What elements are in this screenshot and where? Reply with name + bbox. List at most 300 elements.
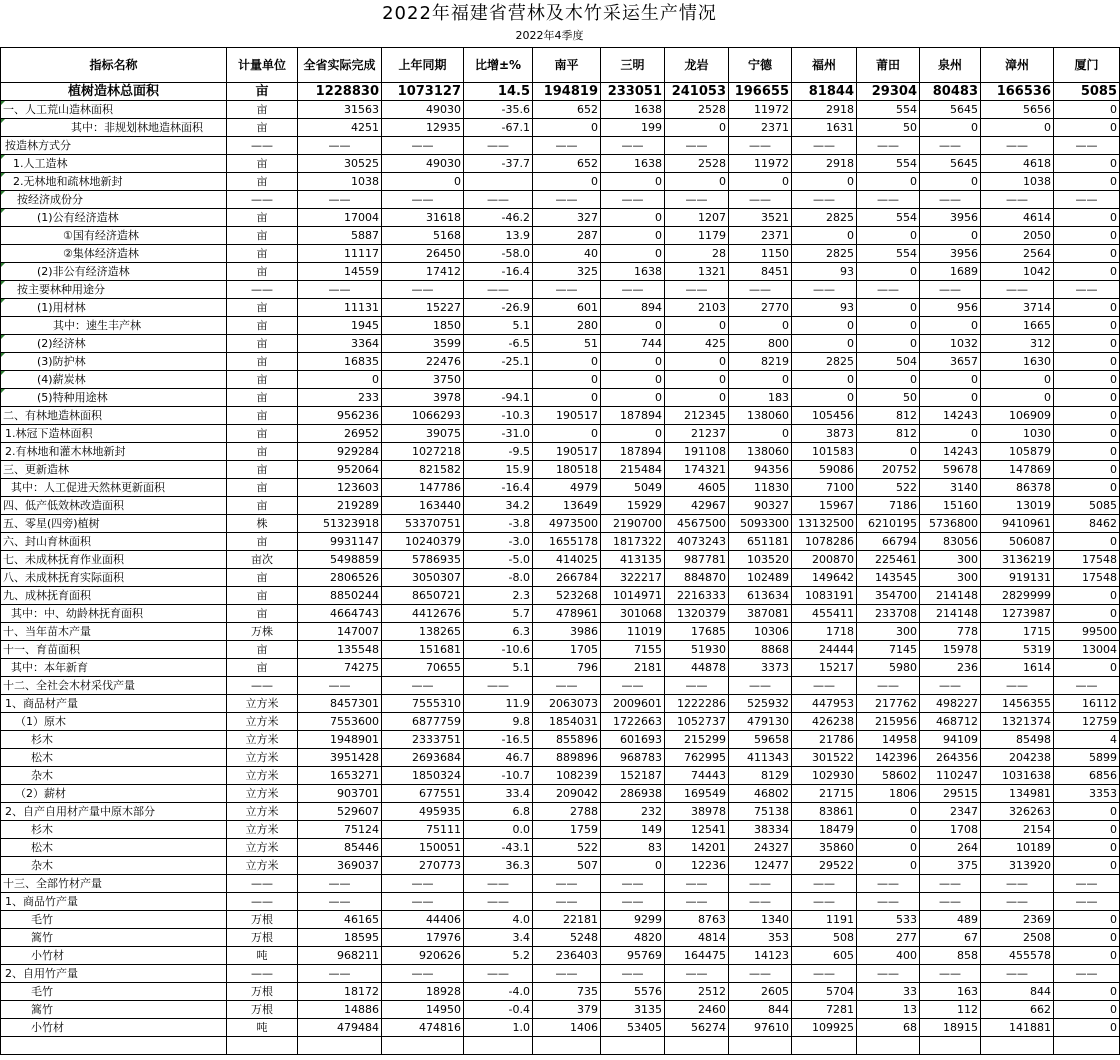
row-label[interactable] <box>1 425 227 443</box>
value-cell[interactable]: 613634 <box>729 587 792 605</box>
value-cell[interactable]: 2009601 <box>601 695 665 713</box>
value-cell[interactable]: —— <box>601 965 665 983</box>
value-cell[interactable]: 5786935 <box>382 551 464 569</box>
value-cell[interactable]: 903701 <box>298 785 382 803</box>
unit-cell[interactable]: 万株 <box>227 623 298 641</box>
value-cell[interactable]: 2788 <box>533 803 601 821</box>
value-cell[interactable]: 3956 <box>920 209 981 227</box>
value-cell[interactable]: 34.2 <box>464 497 533 515</box>
value-cell[interactable]: 5085 <box>1054 497 1120 515</box>
row-label[interactable] <box>1 1019 227 1037</box>
unit-cell[interactable]: 亩 <box>227 209 298 227</box>
value-cell[interactable]: 12541 <box>665 821 729 839</box>
unit-cell[interactable]: 亩 <box>227 173 298 191</box>
value-cell[interactable]: —— <box>533 191 601 209</box>
value-cell[interactable]: 50 <box>857 119 920 137</box>
value-cell[interactable]: 5980 <box>857 659 920 677</box>
column-header[interactable]: 比增±% <box>464 48 533 83</box>
value-cell[interactable]: 1340 <box>729 911 792 929</box>
value-cell[interactable]: 3373 <box>729 659 792 677</box>
value-cell[interactable]: 1191 <box>792 911 857 929</box>
value-cell[interactable]: 0 <box>792 317 857 335</box>
value-cell[interactable]: —— <box>533 137 601 155</box>
value-cell[interactable]: 7553600 <box>298 713 382 731</box>
value-cell[interactable]: -46.2 <box>464 209 533 227</box>
value-cell[interactable]: 5645 <box>920 155 981 173</box>
value-cell[interactable]: —— <box>464 191 533 209</box>
row-label[interactable] <box>1 389 227 407</box>
value-cell[interactable]: 601 <box>533 299 601 317</box>
value-cell[interactable]: 523268 <box>533 587 601 605</box>
unit-cell[interactable]: —— <box>227 875 298 893</box>
value-cell[interactable]: -0.4 <box>464 1001 533 1019</box>
value-cell[interactable]: 287 <box>533 227 601 245</box>
row-label[interactable] <box>1 173 227 191</box>
value-cell[interactable]: 14243 <box>920 407 981 425</box>
unit-cell[interactable]: 亩 <box>227 299 298 317</box>
value-cell[interactable]: —— <box>665 281 729 299</box>
row-label[interactable] <box>1 947 227 965</box>
row-label[interactable] <box>1 893 227 911</box>
value-cell[interactable]: 0 <box>1054 659 1120 677</box>
value-cell[interactable]: 1705 <box>533 641 601 659</box>
value-cell[interactable]: 59086 <box>792 461 857 479</box>
value-cell[interactable]: —— <box>792 893 857 911</box>
value-cell[interactable]: 447953 <box>792 695 857 713</box>
value-cell[interactable]: 5899 <box>1054 749 1120 767</box>
value-cell[interactable]: 15160 <box>920 497 981 515</box>
row-label[interactable] <box>1 857 227 875</box>
value-cell[interactable]: 75124 <box>298 821 382 839</box>
value-cell[interactable]: 20752 <box>857 461 920 479</box>
value-cell[interactable]: 102489 <box>729 569 792 587</box>
value-cell[interactable]: 194819 <box>533 83 601 101</box>
row-label[interactable] <box>1 83 227 101</box>
value-cell[interactable]: 508 <box>792 929 857 947</box>
value-cell[interactable]: 1665 <box>981 317 1054 335</box>
value-cell[interactable]: 51323918 <box>298 515 382 533</box>
value-cell[interactable]: 33 <box>857 983 920 1001</box>
value-cell[interactable]: 375 <box>920 857 981 875</box>
value-cell[interactable]: 17685 <box>665 623 729 641</box>
value-cell[interactable]: -4.0 <box>464 983 533 1001</box>
value-cell[interactable]: 0 <box>920 425 981 443</box>
value-cell[interactable]: 301068 <box>601 605 665 623</box>
value-cell[interactable]: —— <box>464 281 533 299</box>
value-cell[interactable]: 9931147 <box>298 533 382 551</box>
value-cell[interactable]: 0 <box>1054 173 1120 191</box>
value-cell[interactable]: 0 <box>601 209 665 227</box>
unit-cell[interactable]: 亩 <box>227 425 298 443</box>
value-cell[interactable] <box>464 173 533 191</box>
unit-cell[interactable]: 亩 <box>227 641 298 659</box>
value-cell[interactable]: 1655178 <box>533 533 601 551</box>
value-cell[interactable]: 0 <box>533 173 601 191</box>
value-cell[interactable]: -16.4 <box>464 479 533 497</box>
unit-cell[interactable]: 立方米 <box>227 803 298 821</box>
value-cell[interactable]: 1179 <box>665 227 729 245</box>
value-cell[interactable]: 94356 <box>729 461 792 479</box>
value-cell[interactable]: 554 <box>857 245 920 263</box>
value-cell[interactable]: 3951428 <box>298 749 382 767</box>
value-cell[interactable]: 2825 <box>792 245 857 263</box>
unit-cell[interactable]: 亩 <box>227 533 298 551</box>
unit-cell[interactable]: 亩 <box>227 407 298 425</box>
row-label[interactable] <box>1 713 227 731</box>
value-cell[interactable]: 80483 <box>920 83 981 101</box>
value-cell[interactable]: 844 <box>729 1001 792 1019</box>
value-cell[interactable]: 529607 <box>298 803 382 821</box>
value-cell[interactable]: —— <box>920 875 981 893</box>
value-cell[interactable]: 0 <box>298 371 382 389</box>
value-cell[interactable]: 533 <box>857 911 920 929</box>
value-cell[interactable]: —— <box>729 893 792 911</box>
value-cell[interactable]: 0 <box>1054 803 1120 821</box>
value-cell[interactable]: 2460 <box>665 1001 729 1019</box>
value-cell[interactable]: 14123 <box>729 947 792 965</box>
value-cell[interactable]: 0 <box>1054 947 1120 965</box>
unit-cell[interactable]: 吨 <box>227 947 298 965</box>
value-cell[interactable]: —— <box>792 875 857 893</box>
value-cell[interactable]: 474816 <box>382 1019 464 1037</box>
unit-cell[interactable]: 立方米 <box>227 767 298 785</box>
unit-cell[interactable]: 亩 <box>227 101 298 119</box>
value-cell[interactable]: 7555310 <box>382 695 464 713</box>
value-cell[interactable]: —— <box>857 281 920 299</box>
unit-cell[interactable]: 万根 <box>227 1001 298 1019</box>
unit-cell[interactable]: 亩 <box>227 659 298 677</box>
value-cell[interactable]: 0 <box>1054 1019 1120 1037</box>
value-cell[interactable]: 0 <box>1054 299 1120 317</box>
value-cell[interactable]: —— <box>298 875 382 893</box>
value-cell[interactable]: —— <box>920 281 981 299</box>
row-label[interactable] <box>1 515 227 533</box>
unit-cell[interactable]: 亩 <box>227 587 298 605</box>
value-cell[interactable]: —— <box>464 893 533 911</box>
value-cell[interactable]: —— <box>382 875 464 893</box>
value-cell[interactable]: —— <box>920 893 981 911</box>
value-cell[interactable]: 21715 <box>792 785 857 803</box>
value-cell[interactable]: 507 <box>533 857 601 875</box>
value-cell[interactable]: 662 <box>981 1001 1054 1019</box>
value-cell[interactable]: 411343 <box>729 749 792 767</box>
value-cell[interactable]: —— <box>464 677 533 695</box>
value-cell[interactable]: 5049 <box>601 479 665 497</box>
value-cell[interactable]: 270773 <box>382 857 464 875</box>
value-cell[interactable]: 8129 <box>729 767 792 785</box>
value-cell[interactable]: 2181 <box>601 659 665 677</box>
value-cell[interactable]: 22476 <box>382 353 464 371</box>
value-cell[interactable]: 3521 <box>729 209 792 227</box>
value-cell[interactable]: 322217 <box>601 569 665 587</box>
unit-cell[interactable]: 亩 <box>227 479 298 497</box>
value-cell[interactable]: —— <box>601 893 665 911</box>
value-cell[interactable]: 0 <box>1054 263 1120 281</box>
row-label[interactable] <box>1 155 227 173</box>
empty-cell[interactable] <box>981 1037 1054 1055</box>
value-cell[interactable]: 44406 <box>382 911 464 929</box>
value-cell[interactable]: —— <box>298 893 382 911</box>
row-label[interactable] <box>1 119 227 137</box>
value-cell[interactable]: 13004 <box>1054 641 1120 659</box>
value-cell[interactable]: 300 <box>857 623 920 641</box>
value-cell[interactable]: 209042 <box>533 785 601 803</box>
value-cell[interactable]: 2333751 <box>382 731 464 749</box>
value-cell[interactable]: 4605 <box>665 479 729 497</box>
value-cell[interactable]: —— <box>981 965 1054 983</box>
value-cell[interactable]: 0 <box>665 317 729 335</box>
value-cell[interactable]: —— <box>464 965 533 983</box>
value-cell[interactable]: —— <box>981 191 1054 209</box>
value-cell[interactable]: 83861 <box>792 803 857 821</box>
value-cell[interactable]: 24327 <box>729 839 792 857</box>
value-cell[interactable]: 929284 <box>298 443 382 461</box>
value-cell[interactable]: 163440 <box>382 497 464 515</box>
value-cell[interactable]: 0 <box>1054 605 1120 623</box>
value-cell[interactable]: 152187 <box>601 767 665 785</box>
value-cell[interactable]: 110247 <box>920 767 981 785</box>
column-header[interactable]: 全省实际完成 <box>298 48 382 83</box>
row-label[interactable] <box>1 209 227 227</box>
value-cell[interactable]: —— <box>533 875 601 893</box>
value-cell[interactable]: 5319 <box>981 641 1054 659</box>
value-cell[interactable]: 525932 <box>729 695 792 713</box>
row-label[interactable] <box>1 443 227 461</box>
value-cell[interactable]: 3956 <box>920 245 981 263</box>
row-label[interactable] <box>1 983 227 1001</box>
value-cell[interactable]: -43.1 <box>464 839 533 857</box>
value-cell[interactable]: 0 <box>601 371 665 389</box>
value-cell[interactable]: 6.3 <box>464 623 533 641</box>
value-cell[interactable]: 56274 <box>665 1019 729 1037</box>
value-cell[interactable]: 24444 <box>792 641 857 659</box>
value-cell[interactable]: 0 <box>857 263 920 281</box>
value-cell[interactable]: —— <box>601 875 665 893</box>
value-cell[interactable]: 884870 <box>665 569 729 587</box>
value-cell[interactable]: 0 <box>729 371 792 389</box>
value-cell[interactable]: -26.9 <box>464 299 533 317</box>
value-cell[interactable]: 22181 <box>533 911 601 929</box>
value-cell[interactable]: 51930 <box>665 641 729 659</box>
value-cell[interactable]: -16.5 <box>464 731 533 749</box>
value-cell[interactable]: 479484 <box>298 1019 382 1037</box>
value-cell[interactable]: 0 <box>981 371 1054 389</box>
row-label[interactable] <box>1 317 227 335</box>
value-cell[interactable]: 264 <box>920 839 981 857</box>
value-cell[interactable]: —— <box>920 965 981 983</box>
unit-cell[interactable]: 亩 <box>227 353 298 371</box>
value-cell[interactable]: 35860 <box>792 839 857 857</box>
value-cell[interactable]: 18595 <box>298 929 382 947</box>
value-cell[interactable]: 0 <box>1054 857 1120 875</box>
unit-cell[interactable]: 万根 <box>227 911 298 929</box>
value-cell[interactable]: 46165 <box>298 911 382 929</box>
value-cell[interactable]: 225461 <box>857 551 920 569</box>
value-cell[interactable]: 215299 <box>665 731 729 749</box>
value-cell[interactable]: 1945 <box>298 317 382 335</box>
value-cell[interactable]: 8868 <box>729 641 792 659</box>
value-cell[interactable]: 1038 <box>298 173 382 191</box>
value-cell[interactable]: 14958 <box>857 731 920 749</box>
value-cell[interactable]: 5248 <box>533 929 601 947</box>
row-label[interactable] <box>1 245 227 263</box>
value-cell[interactable]: 0 <box>792 335 857 353</box>
unit-cell[interactable]: —— <box>227 677 298 695</box>
value-cell[interactable]: —— <box>298 677 382 695</box>
value-cell[interactable]: —— <box>665 893 729 911</box>
unit-cell[interactable]: 立方米 <box>227 821 298 839</box>
value-cell[interactable]: 1630 <box>981 353 1054 371</box>
value-cell[interactable]: 44878 <box>665 659 729 677</box>
value-cell[interactable]: 0 <box>857 803 920 821</box>
value-cell[interactable]: 149642 <box>792 569 857 587</box>
value-cell[interactable]: 59678 <box>920 461 981 479</box>
value-cell[interactable]: 49030 <box>382 155 464 173</box>
row-label[interactable] <box>1 353 227 371</box>
value-cell[interactable]: 8850244 <box>298 587 382 605</box>
value-cell[interactable]: 0 <box>665 389 729 407</box>
value-cell[interactable]: 0 <box>1054 839 1120 857</box>
value-cell[interactable]: 13132500 <box>792 515 857 533</box>
value-cell[interactable]: 796 <box>533 659 601 677</box>
empty-cell[interactable] <box>382 1037 464 1055</box>
value-cell[interactable]: 0 <box>981 389 1054 407</box>
value-cell[interactable]: 300 <box>920 569 981 587</box>
value-cell[interactable]: 858 <box>920 947 981 965</box>
value-cell[interactable]: 4979 <box>533 479 601 497</box>
value-cell[interactable]: 11.9 <box>464 695 533 713</box>
value-cell[interactable]: 0 <box>920 227 981 245</box>
value-cell[interactable]: 11117 <box>298 245 382 263</box>
value-cell[interactable]: 277 <box>857 929 920 947</box>
value-cell[interactable]: —— <box>729 191 792 209</box>
value-cell[interactable]: 652 <box>533 155 601 173</box>
value-cell[interactable]: 2063073 <box>533 695 601 713</box>
column-header[interactable]: 指标名称 <box>1 48 227 83</box>
column-header[interactable]: 漳州 <box>981 48 1054 83</box>
value-cell[interactable]: 0 <box>601 245 665 263</box>
unit-cell[interactable]: 亩 <box>227 335 298 353</box>
value-cell[interactable]: 1806 <box>857 785 920 803</box>
value-cell[interactable]: 800 <box>729 335 792 353</box>
value-cell[interactable]: 103520 <box>729 551 792 569</box>
value-cell[interactable]: 2825 <box>792 209 857 227</box>
unit-cell[interactable]: 立方米 <box>227 731 298 749</box>
value-cell[interactable]: 413135 <box>601 551 665 569</box>
value-cell[interactable]: 75111 <box>382 821 464 839</box>
value-cell[interactable]: 174321 <box>665 461 729 479</box>
value-cell[interactable]: 0 <box>1054 425 1120 443</box>
value-cell[interactable]: 4412676 <box>382 605 464 623</box>
value-cell[interactable]: 400 <box>857 947 920 965</box>
value-cell[interactable]: —— <box>382 893 464 911</box>
value-cell[interactable]: 141881 <box>981 1019 1054 1037</box>
row-label[interactable] <box>1 263 227 281</box>
value-cell[interactable]: 0 <box>857 227 920 245</box>
value-cell[interactable]: 16112 <box>1054 695 1120 713</box>
value-cell[interactable]: 28 <box>665 245 729 263</box>
value-cell[interactable]: 143545 <box>857 569 920 587</box>
value-cell[interactable]: 93 <box>792 299 857 317</box>
value-cell[interactable]: 17548 <box>1054 569 1120 587</box>
value-cell[interactable]: 9.8 <box>464 713 533 731</box>
row-label[interactable] <box>1 965 227 983</box>
value-cell[interactable]: 2347 <box>920 803 981 821</box>
value-cell[interactable]: 147869 <box>981 461 1054 479</box>
value-cell[interactable]: 233 <box>298 389 382 407</box>
value-cell[interactable]: 3135 <box>601 1001 665 1019</box>
value-cell[interactable]: 0 <box>857 173 920 191</box>
value-cell[interactable]: 18172 <box>298 983 382 1001</box>
value-cell[interactable]: 0 <box>601 389 665 407</box>
value-cell[interactable]: 0 <box>920 371 981 389</box>
value-cell[interactable]: 7100 <box>792 479 857 497</box>
value-cell[interactable]: 1718 <box>792 623 857 641</box>
value-cell[interactable]: 187894 <box>601 443 665 461</box>
value-cell[interactable]: 138060 <box>729 407 792 425</box>
column-header[interactable]: 莆田 <box>857 48 920 83</box>
value-cell[interactable]: 744 <box>601 335 665 353</box>
unit-cell[interactable]: 亩 <box>227 263 298 281</box>
value-cell[interactable]: 425 <box>665 335 729 353</box>
value-cell[interactable]: 169549 <box>665 785 729 803</box>
value-cell[interactable]: 3140 <box>920 479 981 497</box>
row-label[interactable] <box>1 695 227 713</box>
value-cell[interactable]: 112 <box>920 1001 981 1019</box>
value-cell[interactable]: 105456 <box>792 407 857 425</box>
value-cell[interactable]: 108239 <box>533 767 601 785</box>
row-label[interactable] <box>1 551 227 569</box>
value-cell[interactable]: 920626 <box>382 947 464 965</box>
unit-cell[interactable]: 吨 <box>227 1019 298 1037</box>
row-label[interactable] <box>1 731 227 749</box>
value-cell[interactable]: —— <box>857 965 920 983</box>
value-cell[interactable]: 4251 <box>298 119 382 137</box>
value-cell[interactable]: -6.5 <box>464 335 533 353</box>
value-cell[interactable]: 0 <box>981 119 1054 137</box>
value-cell[interactable]: 0 <box>1054 119 1120 137</box>
value-cell[interactable]: 123603 <box>298 479 382 497</box>
row-label[interactable] <box>1 929 227 947</box>
value-cell[interactable]: 70655 <box>382 659 464 677</box>
value-cell[interactable]: 9410961 <box>981 515 1054 533</box>
value-cell[interactable]: 31618 <box>382 209 464 227</box>
value-cell[interactable]: —— <box>857 677 920 695</box>
value-cell[interactable]: —— <box>665 191 729 209</box>
value-cell[interactable]: —— <box>464 137 533 155</box>
value-cell[interactable]: 8462 <box>1054 515 1120 533</box>
value-cell[interactable]: 5656 <box>981 101 1054 119</box>
value-cell[interactable]: 1817322 <box>601 533 665 551</box>
value-cell[interactable]: 2528 <box>665 101 729 119</box>
value-cell[interactable]: —— <box>601 137 665 155</box>
value-cell[interactable]: 236 <box>920 659 981 677</box>
value-cell[interactable]: 1638 <box>601 263 665 281</box>
value-cell[interactable]: 4.0 <box>464 911 533 929</box>
value-cell[interactable]: 149 <box>601 821 665 839</box>
value-cell[interactable]: —— <box>533 965 601 983</box>
value-cell[interactable]: 18479 <box>792 821 857 839</box>
value-cell[interactable]: —— <box>1054 191 1120 209</box>
empty-cell[interactable] <box>464 1037 533 1055</box>
value-cell[interactable]: 2918 <box>792 155 857 173</box>
value-cell[interactable]: —— <box>382 137 464 155</box>
value-cell[interactable]: 26450 <box>382 245 464 263</box>
value-cell[interactable]: -10.7 <box>464 767 533 785</box>
value-cell[interactable]: 0 <box>1054 209 1120 227</box>
value-cell[interactable]: 5704 <box>792 983 857 1001</box>
value-cell[interactable]: 5093300 <box>729 515 792 533</box>
